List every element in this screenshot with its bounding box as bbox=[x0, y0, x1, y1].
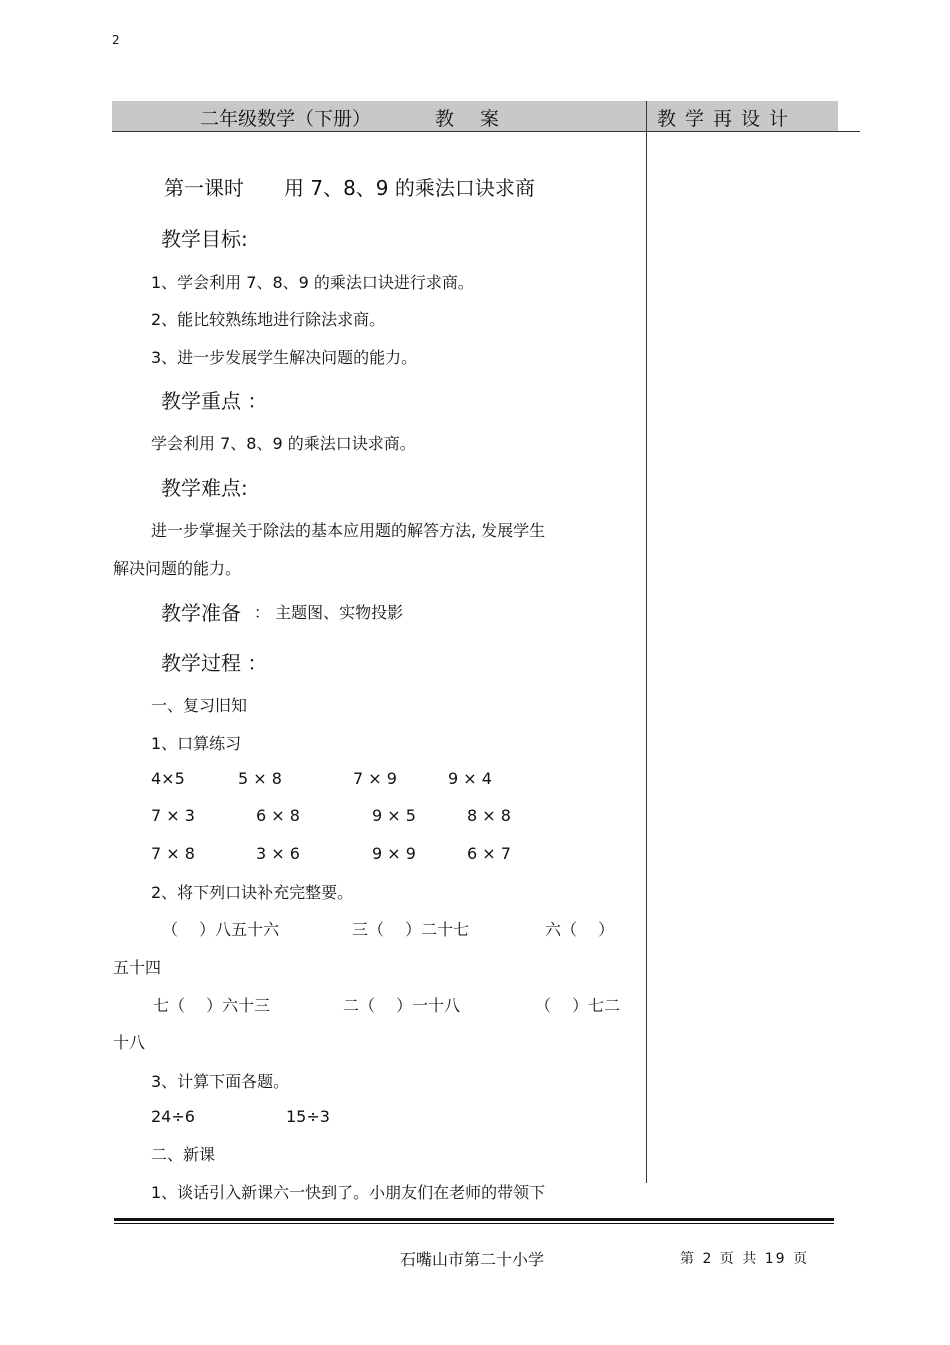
preparation-heading: 教学准备 bbox=[161, 601, 241, 625]
header-title: 教案 bbox=[435, 108, 526, 130]
fill-item: （ ）七二 bbox=[535, 996, 621, 1015]
fill-item-wrap: 五十四 bbox=[113, 958, 162, 977]
objective-item: 1、学会利用 7、8、9 的乘法口诀进行求商。 bbox=[151, 273, 474, 292]
footer-school: 石嘴山市第二十小学 bbox=[400, 1250, 545, 1269]
review-heading: 一、复习旧知 bbox=[151, 696, 248, 715]
fill-item-wrap: 十八 bbox=[113, 1033, 146, 1052]
calc-item: 15÷3 bbox=[286, 1107, 330, 1126]
oral-cell: 7 × 8 bbox=[151, 844, 195, 863]
new-lesson-item: 1、谈话引入新课六一快到了。小朋友们在老师的带领下 bbox=[151, 1183, 546, 1202]
header-redesign-column: 教学再设计 bbox=[657, 108, 798, 130]
oral-cell: 9 × 5 bbox=[372, 806, 416, 825]
new-lesson-heading: 二、新课 bbox=[151, 1145, 216, 1164]
oral-cell: 6 × 8 bbox=[256, 806, 300, 825]
oral-cell: 7 × 3 bbox=[151, 806, 195, 825]
difficulty-text-line1: 进一步掌握关于除法的基本应用题的解答方法, 发展学生 bbox=[151, 521, 546, 540]
objectives-heading: 教学目标: bbox=[161, 227, 248, 251]
oral-cell: 9 × 9 bbox=[372, 844, 416, 863]
footer-rule bbox=[114, 1218, 834, 1221]
header-course: 二年级数学（下册） bbox=[200, 108, 372, 130]
fill-item: 六（ ） bbox=[545, 920, 615, 939]
fill-item: 七（ ）六十三 bbox=[153, 996, 271, 1015]
oral-cell: 6 × 7 bbox=[467, 844, 511, 863]
fill-item: 二（ ）一十八 bbox=[343, 996, 461, 1015]
preparation-text: ： 主题图、实物投影 bbox=[254, 603, 404, 622]
oral-cell: 9 × 4 bbox=[448, 769, 492, 788]
footer-rule bbox=[114, 1223, 834, 1224]
header-divider bbox=[112, 131, 860, 132]
fill-item: 三（ ）二十七 bbox=[352, 920, 470, 939]
key-point-text: 学会利用 7、8、9 的乘法口诀求商。 bbox=[151, 434, 416, 453]
oral-cell: 5 × 8 bbox=[238, 769, 282, 788]
difficulty-text-line2: 解决问题的能力。 bbox=[113, 559, 242, 578]
oral-cell: 7 × 9 bbox=[353, 769, 397, 788]
fill-item: （ ）八五十六 bbox=[162, 920, 280, 939]
calc-item: 24÷6 bbox=[151, 1107, 195, 1126]
column-divider bbox=[646, 101, 647, 1183]
fill-heading: 2、将下列口诀补充完整要。 bbox=[151, 883, 354, 902]
oral-cell: 4×5 bbox=[151, 769, 185, 788]
oral-cell: 8 × 8 bbox=[467, 806, 511, 825]
lesson-title: 第一课时 用 7、8、9 的乘法口诀求商 bbox=[164, 176, 535, 200]
oral-cell: 3 × 6 bbox=[256, 844, 300, 863]
page-number: 2 bbox=[112, 33, 120, 47]
objective-item: 2、能比较熟练地进行除法求商。 bbox=[151, 310, 386, 329]
footer-page-info: 第 2 页 共 19 页 bbox=[680, 1251, 809, 1267]
oral-practice-heading: 1、口算练习 bbox=[151, 734, 242, 753]
difficulty-heading: 教学难点: bbox=[161, 476, 248, 500]
key-point-heading: 教学重点 ： bbox=[161, 389, 268, 413]
calc-heading: 3、计算下面各题。 bbox=[151, 1072, 290, 1091]
process-heading: 教学过程 ： bbox=[161, 651, 268, 675]
objective-item: 3、进一步发展学生解决问题的能力。 bbox=[151, 348, 418, 367]
